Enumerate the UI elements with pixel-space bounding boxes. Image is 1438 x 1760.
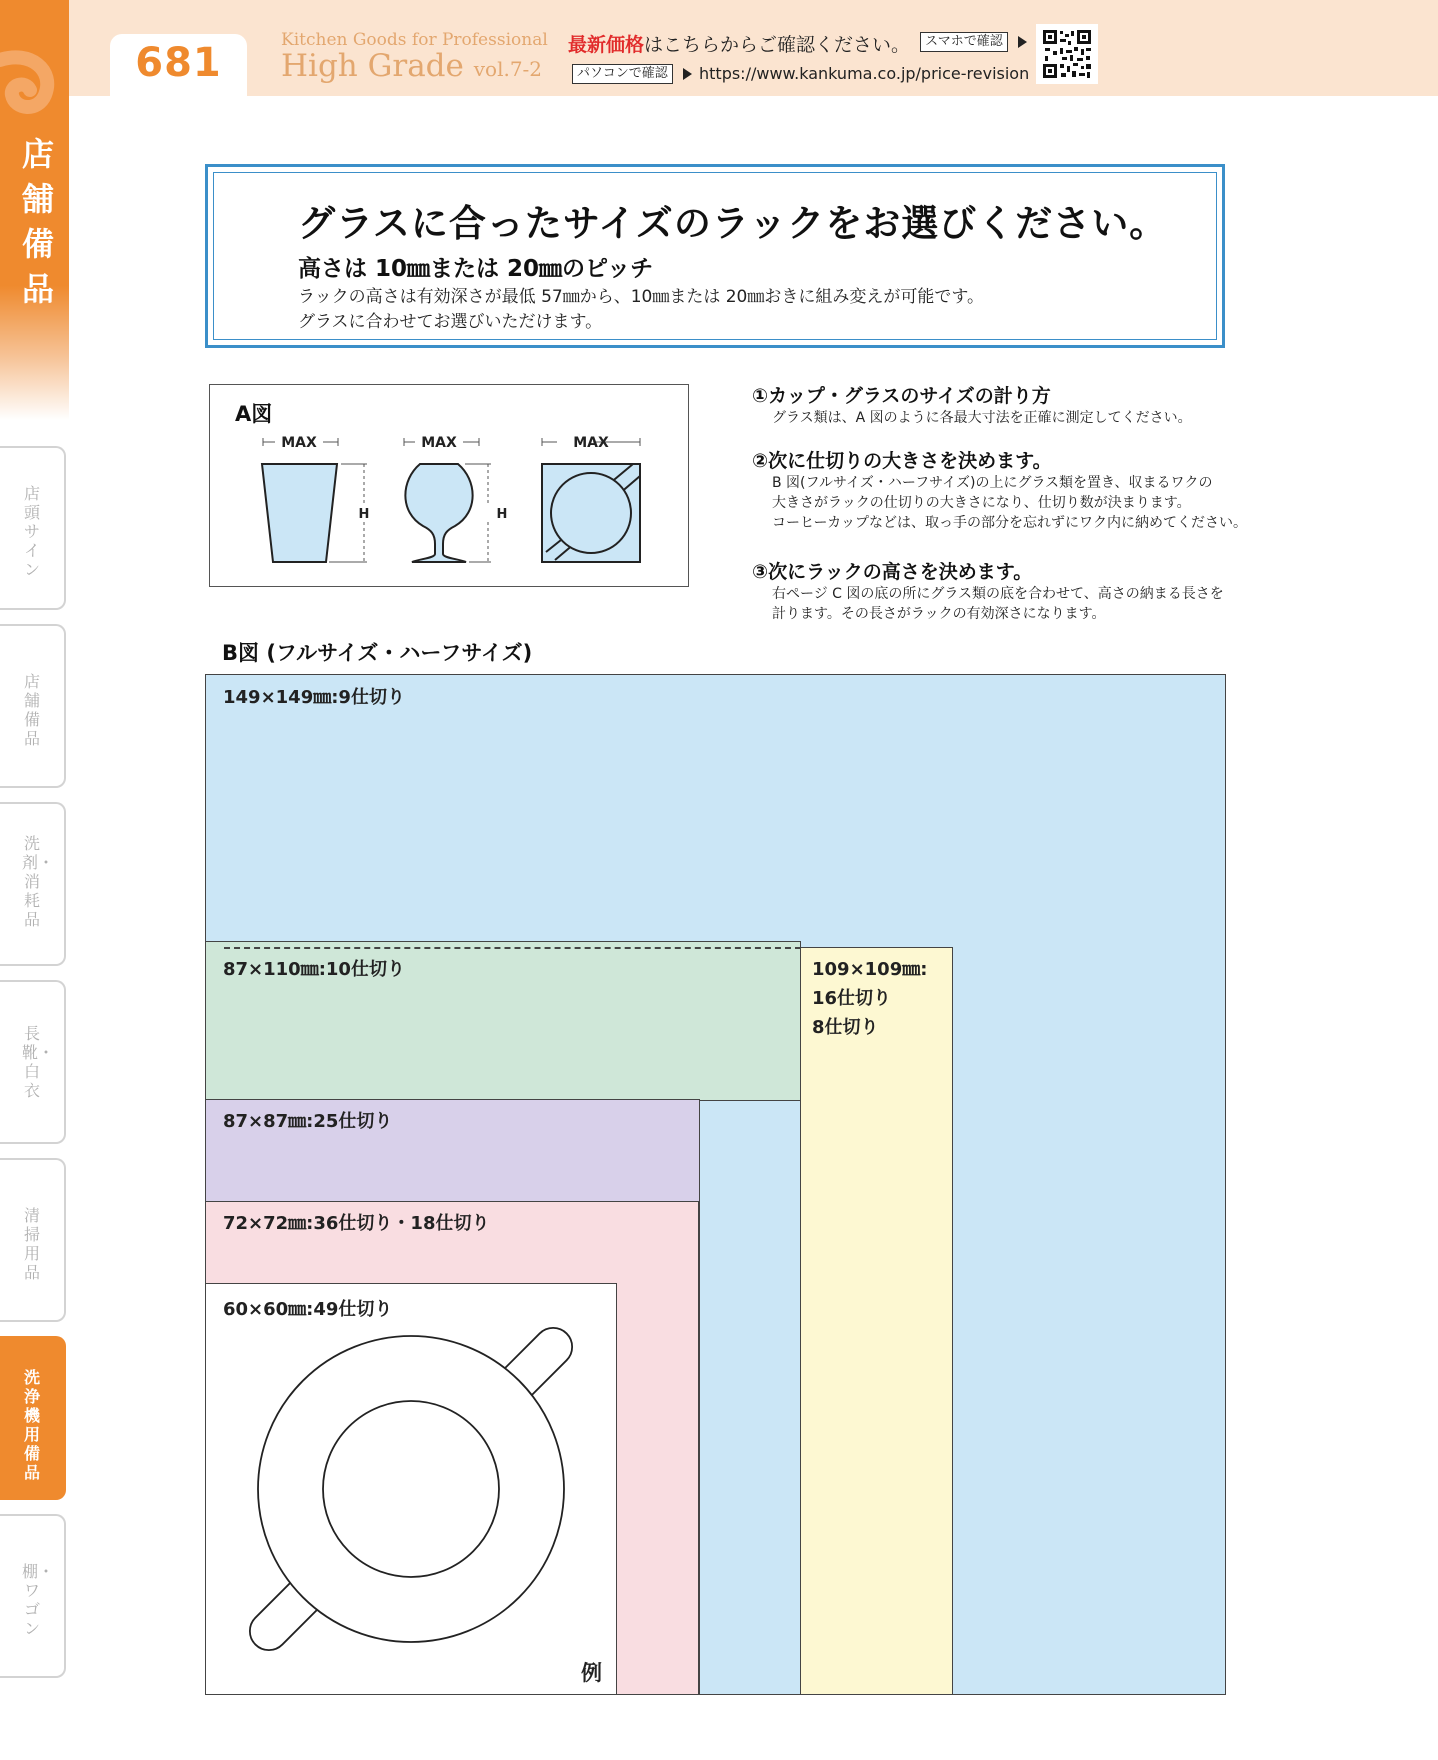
rack-87x110-label: 87×110㎜:10仕切り — [223, 959, 405, 980]
rack-72-label: 72×72㎜:36仕切り・18仕切り — [223, 1213, 490, 1234]
brand-title-text: High Grade — [281, 48, 464, 84]
sidebar-tab-label: 店舗備品 — [23, 672, 40, 748]
step-body-line: 大きさがラックの仕切りの大きさになり、仕切り数が決まります。 — [772, 495, 1191, 511]
tumbler-glass-icon — [262, 435, 369, 562]
info-body-line: ラックの高さは有効深さが最低 57㎜から、10㎜または 20㎜おきに組み変えが可能です。 — [298, 287, 985, 307]
rack-109-label: 8仕切り — [812, 1017, 879, 1038]
step-3-title: ③次にラックの高さを決めます。 — [752, 561, 1033, 583]
rack-87-label: 87×87㎜:25仕切り — [223, 1111, 393, 1132]
sidebar-tab-cleaning[interactable] — [0, 1158, 66, 1322]
page-number: 681 — [135, 40, 222, 86]
rack-149-label: 149×149㎜:9仕切り — [223, 687, 405, 708]
sidebar-tab-label: 洗剤・消耗品 — [22, 834, 55, 929]
brand-title — [281, 48, 542, 84]
sidebar-tab-label: 清掃用品 — [23, 1206, 40, 1282]
price-notice-text: はこちらからご確認ください。 — [644, 34, 911, 56]
step-1-title: ①カップ・グラスのサイズの計り方 — [752, 385, 1051, 407]
arrow-right-icon — [683, 68, 692, 80]
step-2-title: ②次に仕切りの大きさを決めます。 — [752, 450, 1052, 472]
figure-a-diagram — [209, 384, 689, 587]
rack-60-label: 60×60㎜:49仕切り — [223, 1299, 393, 1320]
step-1-body — [772, 408, 1192, 428]
step-body-line: コーヒーカップなどは、取っ手の部分を忘れずにワク内に納めてください。 — [772, 515, 1248, 531]
half-size-dashed-line — [224, 947, 801, 949]
info-body-line: グラスに合わせてお選びいただけます。 — [298, 312, 603, 332]
cup-top-view-icon — [542, 435, 640, 562]
info-title: グラスに合ったサイズのラックをお選びください。 — [298, 202, 1168, 245]
price-notice-highlight: 最新価格 — [568, 34, 645, 56]
arrow-right-icon — [1018, 36, 1027, 48]
step-body-line: グラス類は、A 図のように各最大寸法を正確に測定してください。 — [772, 410, 1192, 426]
max-label: MAX — [281, 435, 317, 451]
step-body-line: 右ページ C 図の底の所にグラス類の底を合わせて、高さの納まる長さを — [772, 586, 1224, 602]
coffee-cup-example-icon — [205, 1283, 617, 1695]
rack-109-area — [800, 947, 953, 1695]
max-label: MAX — [421, 435, 457, 451]
sidebar-tab-detergent[interactable] — [0, 802, 66, 966]
example-label: 例 — [581, 1661, 602, 1685]
height-label: H — [358, 507, 370, 522]
sidebar-tab-label: 洗浄機用備品 — [23, 1368, 40, 1482]
figure-a-label: A図 — [235, 402, 273, 426]
sidebar-tab-boots-uniform[interactable] — [0, 980, 66, 1144]
step-3-body — [772, 584, 1224, 624]
brand-subtitle: Kitchen Goods for Professional — [281, 30, 548, 50]
height-label: H — [496, 507, 508, 522]
rack-109-label: 109×109㎜: — [812, 959, 928, 980]
step-2-body — [772, 473, 1247, 533]
price-revision-link[interactable]: https://www.kankuma.co.jp/price-revision — [699, 64, 1030, 83]
sidebar-tab-label: 長靴・白衣 — [22, 1024, 55, 1100]
step-body-line: 計ります。その長さがラックの有効深さになります。 — [772, 606, 1106, 622]
max-label: MAX — [573, 435, 609, 451]
figure-b-label: B図 (フルサイズ・ハーフサイズ) — [222, 641, 533, 665]
smartphone-check-tag: スマホで確認 — [920, 32, 1008, 52]
brand-volume: vol.7-2 — [473, 57, 543, 81]
sidebar-tab-store-equipment[interactable] — [0, 624, 66, 788]
sidebar-section-title: 店舗備品 — [21, 135, 54, 308]
sidebar-tab-shelf-wagon[interactable] — [0, 1514, 66, 1678]
qr-code-icon[interactable] — [1036, 24, 1098, 84]
rack-109-label: 16仕切り — [812, 988, 892, 1009]
info-subtitle: 高さは 10㎜または 20㎜のピッチ — [298, 256, 654, 282]
sidebar-tab-label: 棚・ワゴン — [22, 1562, 55, 1638]
wine-glass-icon — [404, 435, 507, 562]
pc-check-tag: パソコンで確認 — [572, 64, 673, 84]
sidebar-tab-store-sign[interactable] — [0, 446, 66, 610]
step-body-line: B 図(フルサイズ・ハーフサイズ)の上にグラス類を置き、収まるワクの — [772, 475, 1213, 491]
sidebar-tab-dishwasher-supplies[interactable] — [0, 1336, 66, 1500]
price-notice — [568, 30, 910, 57]
sidebar-tab-label: 店頭サイン — [23, 484, 40, 579]
